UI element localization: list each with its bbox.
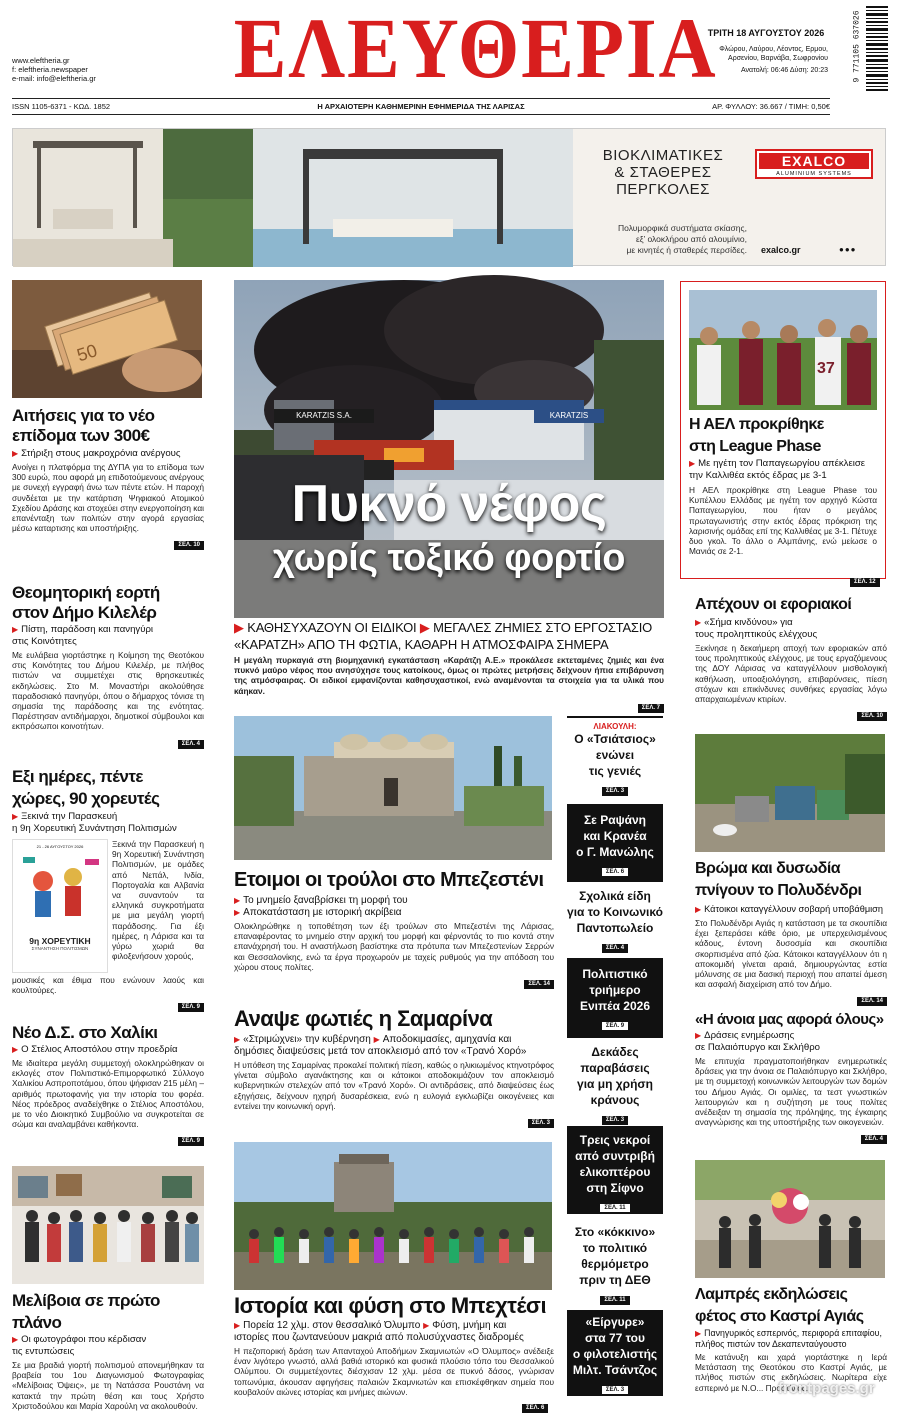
article-dance-body-a: Ξεκινά την Παρασκευή η 9η Χορευτική Συνάντηση Πολιτισμών, με ομάδες από Νεπάλ, Ινδία, Πορτογαλία και Αλβανία να συναντούν τα ελληνικά συγκροτήματα με μια μεγάλη γιορτή παράδοσης. Για έξι ημέρες, η Λάρισα και τα γύρω χωριά θα φιλοξενήσουν χορούς, — [112, 839, 204, 962]
page-ref[interactable]: ΣΕΛ. 3 — [602, 787, 628, 796]
ad-desc-3: με κινητές ή σταθερές περσίδες. — [626, 245, 747, 255]
title-line-1: Θεομητορική εορτή — [12, 583, 160, 602]
ad-headline-2: & ΣΤΑΘΕΡΕΣ — [614, 164, 712, 181]
article-samarina-title: Αναψε φωτιές η Σαμαρίνα — [234, 1006, 493, 1031]
title-line-1: Βρώμα και δυσωδία — [695, 860, 841, 877]
sub-line-1: Πίστη, παράδοση και πανηγύρι — [21, 624, 154, 635]
brief-line: από συντριβή — [575, 1149, 655, 1163]
main-title-1: Πυκνό νέφος — [291, 475, 607, 533]
article-polydendri-title — [695, 858, 887, 902]
tagline-text: Η ΑΡΧΑΙΟΤΕΡΗ ΚΑΘΗΜΕΡΙΝΗ ΕΦΗΜΕΡΙΔΑ ΤΗΣ ΛΑΡΙΣΑΣ — [317, 102, 525, 111]
page-ref[interactable]: ΣΕΛ. 9 — [602, 1022, 628, 1030]
title-line-2: στη League Phase — [689, 438, 821, 455]
page-ref[interactable]: ΣΕΛ. 12 — [850, 578, 880, 587]
article-dementia-title: «Η άνοια μας αφορά όλους» — [695, 1011, 884, 1028]
article-benefit-body: Ανοίγει η πλατφόρμα της ΔΥΠΑ για το επίδομα των 300 ευρώ, που αφορά μη επιδοτούμενους ανέργους με συνεχή εγγραφή άνω των πέντε ετών. Η παροχή συνδέεται με την κατάρτιση Ψηφιακού Ατομικού Σχεδίου Δράσης και στοχεύει στην ενεργοποίηση και επανένταξη των πολιτών στην αγορά εργασίας μέσω καταρτισης και υποστήριξης. — [12, 462, 204, 534]
brief-text — [567, 888, 663, 936]
title-line-1: Η ΑΕΛ προκρίθηκε — [689, 416, 824, 433]
issue-price: ΑΡ. ΦΥΛΛΟΥ: 36.667 / ΤΙΜΗ: 0,50€ — [712, 102, 830, 111]
article-tax-sub: ▶ «Σήμα κινδύνου» για τους προληπτικούς ελέγχους — [695, 617, 818, 640]
exalco-logo — [755, 149, 873, 179]
main-sub-1a: ΚΑΘΗΣΥΧΑΖΟΥΝ ΟΙ ΕΙΔΙΚΟΙ — [247, 620, 417, 635]
brief-line: Σε Ραψάνη — [583, 813, 647, 827]
brief-line: Μιλτ. Τσάντζος — [572, 1363, 658, 1377]
brief-6[interactable] — [567, 1126, 663, 1214]
article-tax-body: Ξεκίνησε η δεκαήμερη αποχή των εφοριακών από τους προληπτικούς ελέγχους, με τους εργαζόμενους της ΔΟΥ Λάρισας να καταγγέλλουν μισθολογική καθήλωση, υποαξιολόγηση, επιβαρύνσεις, πίεση στόχων και επικίνδυνες συνθήκες εργασίας λόγω απαρχαιωμένων κτιρίων. — [695, 643, 887, 705]
masthead-info — [704, 28, 828, 75]
brief-line: Δεκάδες — [591, 1045, 639, 1059]
article-polydendri-body: Στο Πολυδένδρι Αγιάς η κατάσταση με τα σκουπίδια έχει ξεπεράσει κάθε όριο, με υπερχειλισμένους κάδους, έντονη δυσοσμία και σκουπίδια σκορπισμένα από ζώα. Κάτοικοι καταγγέλλουν ότι η αποκομιδή γίνεται αραιά, δημιουργώντας εστία μόλυνσης σε μια δασική περιοχή που απαιτεί άμεση και ασφαλή διαχείριση από τον Δήμο. — [695, 918, 887, 990]
sub-line-2: σε Παλαιόπυργο και Σκλήθρο — [695, 1042, 820, 1053]
masthead-strip — [12, 101, 830, 112]
brief-text — [567, 1044, 663, 1108]
sub-1a: «Στριμώχνει» την κυβέρνηση — [243, 1034, 371, 1045]
sunrise-sunset: Ανατολή: 06:46 Δύση: 20:23 — [741, 67, 828, 74]
article-polydendri — [695, 858, 887, 1007]
brief-line: Τρεις νεκροί — [579, 1133, 651, 1147]
article-dance-body-b: μουσικές και έθιμα που ενώνουν λαούς και κουλτούρες. — [12, 975, 204, 996]
article-kastri-title — [695, 1284, 887, 1328]
brief-text — [567, 966, 663, 1014]
poster-title: 9η ΧΟΡΕΥΤΙΚΗ — [29, 936, 91, 946]
page-ref[interactable]: ΣΕΛ. 10 — [857, 712, 887, 721]
sub-line-2: πλήθος πιστών τον Δεκαπενταύγουστο — [695, 1339, 847, 1349]
brief-line: στη Σίφνο — [586, 1181, 644, 1195]
page-ref[interactable]: ΣΕΛ. 4 — [178, 740, 204, 749]
title-line-1: Αιτήσεις για το νέο — [12, 406, 155, 425]
hiking-photo — [234, 1142, 552, 1290]
article-dementia-sub: ▶ Δράσεις ενημέρωσης σε Παλαιόπυργο και Σκλήθρο — [695, 1030, 820, 1053]
article-bezesteni-sub-2: ▶ Αποκατάσταση με ιστορική ακρίβεια — [234, 907, 402, 918]
factory-sign-2: KARATZIS — [534, 409, 604, 423]
article-samarina-sub-2: δημόσιες διαψεύσεις μετά τον αποκλεισμό από τον «Τρανό Χορό» — [234, 1046, 527, 1057]
barcode-number: 9 771105 637026 — [852, 10, 862, 83]
article-kastri-sub: ▶ Πανηγυρικός εσπερινός, περιφορά επιταφίου, πλήθος πιστών τον Δεκαπενταύγουστο — [695, 1328, 882, 1349]
football-photo — [689, 290, 877, 410]
brief-line: Στο «κόκκινο» — [574, 1225, 656, 1239]
article-chaliki — [12, 1022, 204, 1147]
brief-line: τις γενιές — [588, 764, 642, 778]
article-meliboia-body: Σε μια βραδιά γιορτή πολιτισμού απονεμήθηκαν τα βραβεία του 1ου Διαγωνισμού Φωτογραφίας «Μελίβοιας Όψεις», με τη Νατάσσα Ρουστάνη να κατακτά την πρώτη θέση και τους Χρήστο Χριστοδούλου και Μαρία Χαρούλη να ακολουθούν. — [12, 1360, 204, 1411]
article-dance-sub: ▶ Ξεκινά την Παρασκευή η 9η Χορευτική Συνάντηση Πολιτισμών — [12, 811, 177, 834]
sub-1b: Φύση, μνήμη και — [432, 1320, 507, 1331]
page-ref[interactable]: ΣΕΛ. 14 — [524, 980, 554, 989]
title-line-2: χώρες, 90 χορευτές — [12, 789, 160, 808]
brief-line: πριν τη ΔΕΘ — [579, 1273, 651, 1287]
article-kileler-sub: ▶ Πίστη, παράδοση και πανηγύρι στις Κοινότητες — [12, 624, 154, 647]
ad-desc-1: Πολυμορφικά συστήματα σκίασης, — [618, 223, 747, 233]
brief-text — [567, 812, 663, 860]
article-tax — [695, 595, 887, 722]
article-ael-sub: ▶ Με ηγέτη τον Παπαγεωργίου απέκλεισε την Καλλιθέα εκτός έδρας με 3-1 — [689, 458, 866, 481]
brief-line: παραβάσεις — [580, 1061, 650, 1075]
brief-text — [567, 1224, 663, 1288]
page-ref[interactable]: ΣΕΛ. 6 — [602, 868, 628, 876]
brief-line: στα 77 του — [585, 1331, 645, 1345]
ad-headline — [588, 147, 738, 198]
article-bezesteni-body: Ολοκληρώθηκε η τοποθέτηση των έξι τρούλων στο Μπεζεστένι της Λάρισας, επαναφέροντας το μνημείο στην αρχική του μορφή και φέρνοντάς το πιο κοντά στην επανάχρησή του. Η αναστήλωση βασίστηκε στα πρότυπα των Μπεζεστενίων Σερρών και Θεσσαλονίκης, ενώ τα έργα προχωρούν με ταχείς ρυθμούς για την απόδοση του χώρου στους πολίτες. — [234, 921, 554, 972]
article-dance — [12, 766, 204, 1013]
ad-headline-1: ΒΙΟΚΛΙΜΑΤΙΚΕΣ — [602, 147, 724, 164]
watermark: frontpages.gr — [778, 1380, 875, 1397]
brief-3[interactable] — [567, 884, 663, 958]
brand-sub: ALUMINIUM SYSTEMS — [776, 171, 852, 177]
page-ref[interactable]: ΣΕΛ. 9 — [178, 1137, 204, 1146]
main-title-2: χωρίς τοξικό φορτίο — [273, 537, 625, 579]
title-line-1: Εξι ημέρες, πέντε — [12, 767, 143, 786]
sub-line-2: τους προληπτικούς ελέγχους — [695, 629, 818, 640]
brief-text — [567, 1132, 663, 1196]
article-dance-title — [12, 766, 204, 810]
brief-line: ο Γ. Μανώλης — [576, 845, 654, 859]
page-ref[interactable]: ΣΕΛ. 14 — [857, 997, 887, 1006]
brief-line: Ο «Τσιάτσιος» — [574, 732, 656, 746]
ad-desc-2: εξ’ ολοκλήρου από αλουμίνιο, — [635, 234, 747, 244]
brief-2[interactable] — [567, 804, 663, 882]
article-meliboia-sub: ▶ Οι φωτογράφοι που κέρδισαν τις εντυπώσεις — [12, 1334, 147, 1357]
page-ref[interactable]: ΣΕΛ. 4 — [602, 944, 628, 953]
article-dementia — [695, 1010, 887, 1145]
exalco-ad[interactable] — [12, 128, 886, 266]
article-ael-body: Η ΑΕΛ προκρίθηκε στη League Phase του Κυπέλλου Ελλάδας με ηγέτη τον αρχηγό Κώστα Παπαγεωργίου, που ήταν ο μεγάλος πρωταγωνιστής στην εκτός έδρας πρόκριση της λαρισινής ομάδας επί της Καλλιθέας με 3-1. Πέτυχε δυο γκολ. Το άλλο ο Αλμπάνης, ενώ μείωσε ο Μανιάς σε 2-1. — [689, 485, 877, 557]
sub-1a: Πορεία 12 χλμ. στον θεσσαλικό Όλυμπο — [243, 1320, 421, 1331]
main-sub-2: «ΚΑΡΑΤΖΗ» ΑΠΟ ΤΗ ΦΩΤΙΑ, ΚΑΘΑΡΗ Η ΑΤΜΟΣΦΑΙΡΑ ΣΗΜΕΡΑ — [234, 637, 609, 652]
page-ref[interactable]: ΣΕΛ. 10 — [174, 541, 204, 550]
page-ref[interactable]: ΣΕΛ. 3 — [528, 1119, 554, 1128]
article-bezesteni-sub-1: ▶ Το μνημείο ξαναβρίσκει τη μορφή του — [234, 895, 408, 906]
article-chaliki-sub: ▶ Ο Στέλιος Αποστόλου στην προεδρία — [12, 1044, 178, 1055]
masthead-rule — [12, 98, 830, 99]
page-ref[interactable]: ΣΕΛ. 3 — [602, 1386, 628, 1394]
page-ref[interactable]: ΣΕΛ. 7 — [638, 704, 664, 713]
main-fire-photo — [234, 280, 664, 618]
brief-line: και Κρανέα — [583, 829, 647, 843]
page-ref[interactable]: ΣΕΛ. 4 — [861, 1135, 887, 1144]
ad-description — [565, 223, 747, 256]
issue-date: ΤΡΙΤΗ 18 ΑΥΓΟΥΣΤΟΥ 2026 — [707, 28, 825, 38]
page-ref[interactable]: ΣΕΛ. 3 — [602, 1116, 628, 1125]
bezesteni-photo — [234, 716, 552, 860]
title-line-2: πνίγουν το Πολυδένδρι — [695, 882, 862, 899]
article-ael-title — [689, 414, 877, 458]
brief-4[interactable] — [567, 958, 663, 1038]
brief-line: «Είργυρε» — [585, 1315, 645, 1329]
article-samarina — [234, 1005, 554, 1129]
sub-1b: Αποδοκιμασίες, αμηχανία και — [382, 1034, 512, 1045]
page-ref[interactable]: ΣΕΛ. 6 — [522, 1404, 548, 1413]
saints-of-day: Φλώρου, Λαύρου, Λέοντος, Ερμου, Αρσενίου, Βαρνάβα, Σωφρονίου — [719, 46, 828, 62]
brief-line: Παντοπωλείο — [576, 921, 654, 935]
brief-line: ο φιλοτελιστής — [572, 1347, 658, 1361]
svg-text:50: 50 — [74, 340, 100, 366]
main-story-text — [234, 619, 664, 714]
sub-line-1: Δράσεις ενημέρωσης — [704, 1030, 795, 1041]
article-samarina-sub-1: ▶ «Στριμώχνει» την κυβέρνηση ▶ Αποδοκιμασίες, αμηχανία και — [234, 1034, 512, 1045]
article-chaliki-body: Με ιδιαίτερα μεγάλη συμμετοχή ολοκληρώθηκαν οι εκλογές στον Πολιτιστικό-Επιμορφωτικό Σύλλογο Χαλικίου Ασπροποτάμου, όπου ψήφισαν 215 μέλη – αριθμός πρωτοφανής για την ιστορία του φορέα. Νέος πρόεδρος αναδείχθηκε ο Στέλιος Αποστόλου, με το νέο Διοικητικό Συμβούλιο να συγκροτείται σε σώμα και αναλαμβάνει καθήκοντα. — [12, 1058, 204, 1130]
sub-text: Το μνημείο ξαναβρίσκει τη μορφή του — [243, 895, 408, 906]
article-dementia-body: Με επιτυχία πραγματοποιήθηκαν ενημερωτικές δράσεις για την άνοια σε Παλαιόπυργο και Σκλήθρο, με τη συμμετοχή κοινωνικών λειτουργών των δομών του Δήμου Αγιάς. Οι ομιλίες, τα τεστ γνωστικών λειτουργιών και η συζήτηση με τους πολίτες ανέδειξαν τη σημασία της πρόληψης, της έγκαιρης αναγνώρισης και της υποστήριξης των οικογενειών. — [695, 1056, 887, 1128]
procession-photo — [695, 1160, 885, 1278]
ad-url[interactable]: exalco.gr — [761, 245, 801, 255]
newspaper-logo: ΕΛΕΥΘΕΡΙΑ — [233, 0, 718, 96]
article-meliboia-title: Μελίβοια σε πρώτο πλάνο — [12, 1291, 160, 1332]
masthead-contacts — [12, 56, 132, 83]
sub-line-1: Πανηγυρικός εσπερινός, περιφορά επιταφίου, — [704, 1328, 882, 1338]
article-benefit-sub: ▶ Στήριξη στους μακροχρόνια ανέργους — [12, 448, 181, 459]
sub-text: Αποκατάσταση με ιστορική ακρίβεια — [243, 907, 402, 918]
article-bezesteni-title: Ετοιμοι οι τρούλοι στο Μπεζεστένι — [234, 869, 544, 891]
article-kileler — [12, 583, 204, 750]
masthead-rule-2 — [12, 114, 830, 115]
brief-kicker: ΛΙΑΚΟΥΛΗ: — [593, 722, 637, 731]
brief-line: το πολιτικό — [582, 1241, 648, 1255]
article-bezesteni — [234, 868, 554, 990]
article-bechtesi — [234, 1292, 554, 1397]
article-kileler-title — [12, 583, 204, 623]
sub-line-1: Με ηγέτη τον Παπαγεωργίου απέκλεισε — [698, 458, 866, 469]
social-icons: ●●● — [839, 245, 857, 254]
page-ref[interactable]: ΣΕΛ. 11 — [600, 1204, 629, 1212]
main-sub-1b: ΜΕΓΑΛΕΣ ΖΗΜΙΕΣ ΣΤΟ ΕΡΓΟΣΤΑΣΙΟ — [433, 620, 653, 635]
article-bechtesi-body: Η πεζοπορική δράση των Απανταχού Αποδήμων Σκαμνιωτών «Ο Όλυμπος» ανέδειξε έναν λιγότερο γνωστό, αλλά βαθιά ιστορικό και φυσικά πλούσιο τόπο του Θεσσαλικού Ολύμπου. Οι συμμετέχοντες διέσχισαν 12 χλμ. μέσα σε πυκνό δάσος, γνώρισαν τοπωνύμια, άκουσαν αφηγήσεις παλαιών Σκαμνιωτών και επισκέφθηκαν σημεία που κουβαλούν αιώνες ιστορίας και μνήμες αιώνων. — [234, 1346, 554, 1397]
sub-line-2: τις εντυπώσεις — [12, 1346, 75, 1357]
title-line-2: στον Δήμο Κιλελέρ — [12, 603, 157, 622]
factory-sign-1: KARATZIS S.A. — [274, 409, 374, 423]
article-benefit — [12, 406, 204, 551]
brief-line: τριήμερο — [589, 983, 641, 997]
brief-line: κράνους — [590, 1093, 640, 1107]
article-kastri-body: Με κατάνυξη και χαρά γιορτάστηκε η Ιερά Μετάσταση της Θεοτόκου στο Καστρί Αγιάς, με πλήθος πιστών στις εκδηλώσεις. Νωρίτερα είχε εσπερινό με Ν.Ο... Προστίνιος. — [695, 1352, 887, 1393]
sub-line-1: Οι φωτογράφοι που κέρδισαν — [21, 1334, 147, 1345]
article-bechtesi-sub-1: ▶ Πορεία 12 χλμ. στον θεσσαλικό Όλυμπο ▶ Φύση, μνήμη και — [234, 1320, 507, 1331]
title-line-2: επίδομα των 300€ — [12, 426, 150, 445]
brief-line: θερμόμετρο — [581, 1257, 649, 1271]
brief-line: για το Κοινωνικό — [567, 905, 663, 919]
brief-5[interactable] — [567, 1040, 663, 1124]
article-kileler-body: Με ευλάβεια γιορτάστηκε η Κοίμηση της Θεοτόκου στις Κοινότητες του Δήμου Κιλελέρ, με πλήθος πιστών να συμμετέχει στις θρησκευτικές εκδηλώσεις. Στο Μ. Μοναστήρι ακολούθησε παραδοσιακό πανηγύρι, όπου ο δήμαρχος τόνισε τη σημασία της παράδοσης και της ενότητας. Παρέστησαν αντιδήμαρχοι, δημοτικοί σύμβουλοι και εκπρόσωποι κοινοτήτων. — [12, 650, 204, 732]
sub-line-1: «Σήμα κινδύνου» για — [704, 617, 793, 628]
title-line-1: Λαμπρές εκδηλώσεις — [695, 1286, 848, 1303]
article-bechtesi-title: Ιστορία και φύση στο Μπεχτέσι — [234, 1293, 547, 1318]
ad-headline-3: ΠΕΡΓΚΟΛΕΣ — [616, 181, 710, 198]
issn-text: ISSN 1105-6371 - ΚΩΔ. 1852 — [12, 102, 111, 111]
brief-text — [567, 731, 663, 779]
brief-1[interactable] — [567, 716, 663, 802]
article-samarina-body: Η υπόθεση της Σαμαρίνας προκαλεί πολιτική πίεση, καθώς ο ηλικιωμένος κτηνοτρόφος γίνεται σύμβολο αγανάκτησης και οι κάτοικοι αποδοκιμάζουν τον αποκλεισμό κυβερνητικών στελεχών από τον «Τρανό Χορό». Οι αντιδράσεις, από διαψεύσεις έως εξηγήσεις, δείχνουν ηχηρή δυσαρέσκεια, ενώ η ευλογιά εγκλωβίζει οικογένειες και εντείνει την κοινωνική οργή. — [234, 1060, 554, 1111]
article-tax-title: Απέχουν οι εφοριακοί — [695, 596, 852, 613]
brief-line: για μη χρήση — [577, 1077, 653, 1091]
trash-bins-photo — [695, 734, 885, 852]
article-polydendri-sub: ▶ Κάτοικοι καταγγέλλουν σοβαρή υποβάθμιση — [695, 904, 883, 914]
sub-line-2: η 9η Χορευτική Συνάντηση Πολιτισμών — [12, 823, 177, 834]
email-text: e-mail: info@eleftheria.gr — [12, 74, 96, 83]
sub-line-2: την Καλλιθέα εκτός έδρας με 3-1 — [689, 470, 827, 481]
festival-poster — [12, 839, 108, 973]
brief-column — [567, 716, 663, 1404]
brand-name: EXALCO — [759, 153, 869, 169]
sub-text: Ο Στέλιος Αποστόλου στην προεδρία — [21, 1044, 178, 1055]
barcode — [848, 2, 892, 96]
website-text: www.eleftheria.gr — [12, 56, 70, 65]
jersey-number: 37 — [817, 360, 835, 377]
facebook-text: f: eleftheria.newspaper — [12, 65, 88, 74]
sub-text: Στήριξη στους μακροχρόνια ανέργους — [21, 448, 181, 459]
brief-line: ενώνει — [595, 748, 635, 762]
main-body: Η μεγάλη πυρκαγιά στη βιομηχανική εγκατάσταση «Καράτζη Α.Ε.» προκάλεσε εκτεταμένες ζημιές και ένα πυκνό μαύρο νέφος που ανησύχησε τους κατοίκους, όμως οι πρώτες μετρήσεις δείχνουν ήπια επιβάρυνση της ατμόσφαιρας. Οι ειδικοί εμφανίζονται καθησυχαστικοί, ενώ αναμένονται τα στοιχεία για τα υλικά που κάηκαν. — [234, 655, 664, 696]
article-chaliki-title: Νέο Δ.Σ. στο Χαλίκι — [12, 1023, 158, 1042]
title-line-2: φέτος στο Καστρί Αγιάς — [695, 1308, 864, 1325]
article-kastri — [695, 1284, 887, 1392]
article-meliboia — [12, 1290, 204, 1411]
brief-7[interactable] — [567, 1216, 663, 1308]
page-ref[interactable]: ΣΕΛ. 11 — [600, 1296, 629, 1305]
brief-line: ελικοπτέρου — [579, 1165, 651, 1179]
main-sub-1: ▶ ΚΑΘΗΣΥΧΑΖΟΥΝ ΟΙ ΕΙΔΙΚΟΙ ▶ ΜΕΓΑΛΕΣ ΖΗΜΙΕΣ ΣΤΟ ΕΡΓΟΣΤΑΣΙΟ — [234, 620, 653, 635]
brief-line: Σχολικά είδη — [579, 889, 651, 903]
brief-line: Πολιτιστικό — [582, 967, 648, 981]
sub-line-1: Ξεκινά την Παρασκευή — [21, 811, 118, 822]
euro-notes-photo — [12, 280, 202, 398]
poster-sub: ΣΥΝΑΝΤΗΣΗ ΠΟΛΙΤΙΣΜΩΝ — [31, 946, 89, 951]
article-ael-box — [680, 281, 886, 579]
brief-line: Ενιπέα 2026 — [579, 999, 651, 1013]
sub-text: Κάτοικοι καταγγέλλουν σοβαρή υποβάθμιση — [704, 904, 883, 914]
photo-contest-photo — [12, 1166, 204, 1284]
pergola-photo — [13, 129, 573, 267]
article-benefit-title — [12, 406, 204, 446]
page-ref[interactable]: ΣΕΛ. 9 — [178, 1003, 204, 1012]
article-bechtesi-sub-2: ιστορίες που ζωντανεύουν μακριά από πολυσύχναστες διαδρομές — [234, 1332, 524, 1343]
poster-date: 21 - 26 ΑΥΓΟΥΣΤΟΥ 2026 — [36, 844, 84, 849]
brief-8[interactable] — [567, 1310, 663, 1396]
brief-text — [567, 1314, 663, 1378]
sub-line-2: στις Κοινότητες — [12, 636, 77, 647]
